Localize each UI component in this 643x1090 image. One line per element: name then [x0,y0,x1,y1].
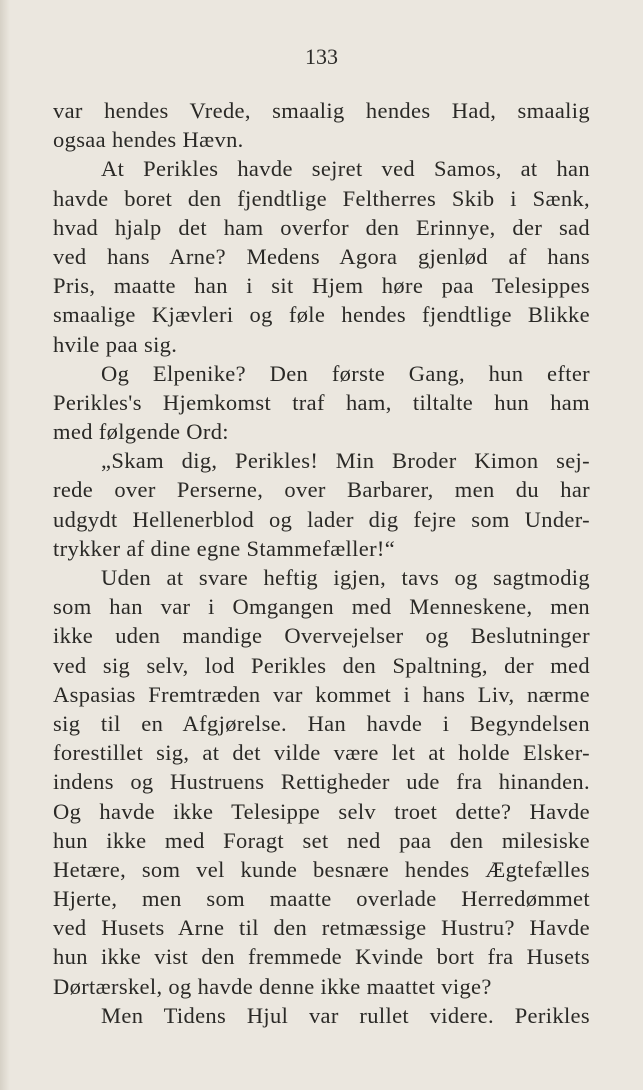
text-line: „Skam dig, Perikles! Min Broder Kimon sej- [101,448,590,474]
text-line: Aspasias Fremtræden var kommet i hans Liv, nærme [53,681,590,707]
body-text [53,96,590,1030]
text-line: Uden at svare heftig igjen, tavs og sagtmodig [101,565,590,590]
text-line: rede over Perserne, over Barbarer, men du har [53,477,590,503]
text-line: smaalige Kjævleri og føle hendes fjendtlige Blikke [53,302,590,328]
text-line: ved Husets Arne til den retmæssige Hustru? Havde [53,915,590,941]
text-line: hun ikke med Foragt set ned paa den milesiske [53,827,590,853]
page-number: 133 [305,44,338,69]
text-line: ved hans Arne? Medens Agora gjenlød af hans [53,243,590,269]
text-line: havde boret den fjendtlige Feltherres Skib i Sænk, [53,185,590,211]
text-line: forestillet sig, at det vilde være let at holde Elsker- [53,740,590,766]
text-line: var hendes Vrede, smaalig hendes Had, smaalig [53,98,590,123]
text-line: At Perikles havde sejret ved Samos, at han [101,156,590,182]
text-line: hun ikke vist den fremmede Kvinde bort fra Husets [53,944,590,970]
text-line: som han var i Omgangen med Menneskene, men [53,594,590,620]
text-line: Og Elpenike? Den første Gang, hun efter [101,360,590,386]
text-line: Hjerte, men som maatte overlade Herredømmet [53,886,590,912]
text-line: ogsaa hendes Hævn. [53,127,244,153]
text-line: Perikles's Hjemkomst traf ham, tiltalte hun ham [53,389,590,415]
text-line: med følgende Ord: [53,419,229,445]
text-line: trykker af dine egne Stammefæller!“ [53,535,396,561]
text-line: Pris, maatte han i sit Hjem høre paa Telesippes [53,273,590,299]
text-line: ikke uden mandige Overvejelser og Beslutninger [53,623,590,649]
text-line: ved sig selv, lod Perikles den Spaltning, der med [53,652,590,678]
text-line: udgydt Hellenerblod og lader dig fejre som Under- [53,506,590,532]
text-line: indens og Hustruens Rettigheder ude fra hinanden. [53,769,590,795]
page-gutter-shadow [0,0,10,1090]
text-line: Hetære, som vel kunde besnære hendes Ægtefælles [53,856,590,882]
text-line: Men Tidens Hjul var rullet videre. Perikles [101,1002,590,1028]
text-line: sig til en Afgjørelse. Han havde i Begyndelsen [53,710,590,736]
text-line: Og havde ikke Telesippe selv troet dette? Havde [53,798,590,824]
text-line: hvile paa sig. [53,331,178,357]
text-line: hvad hjalp det ham overfor den Erinnye, der sad [53,214,590,240]
text-line: Dørtærskel, og havde denne ikke maattet vige? [53,973,492,999]
